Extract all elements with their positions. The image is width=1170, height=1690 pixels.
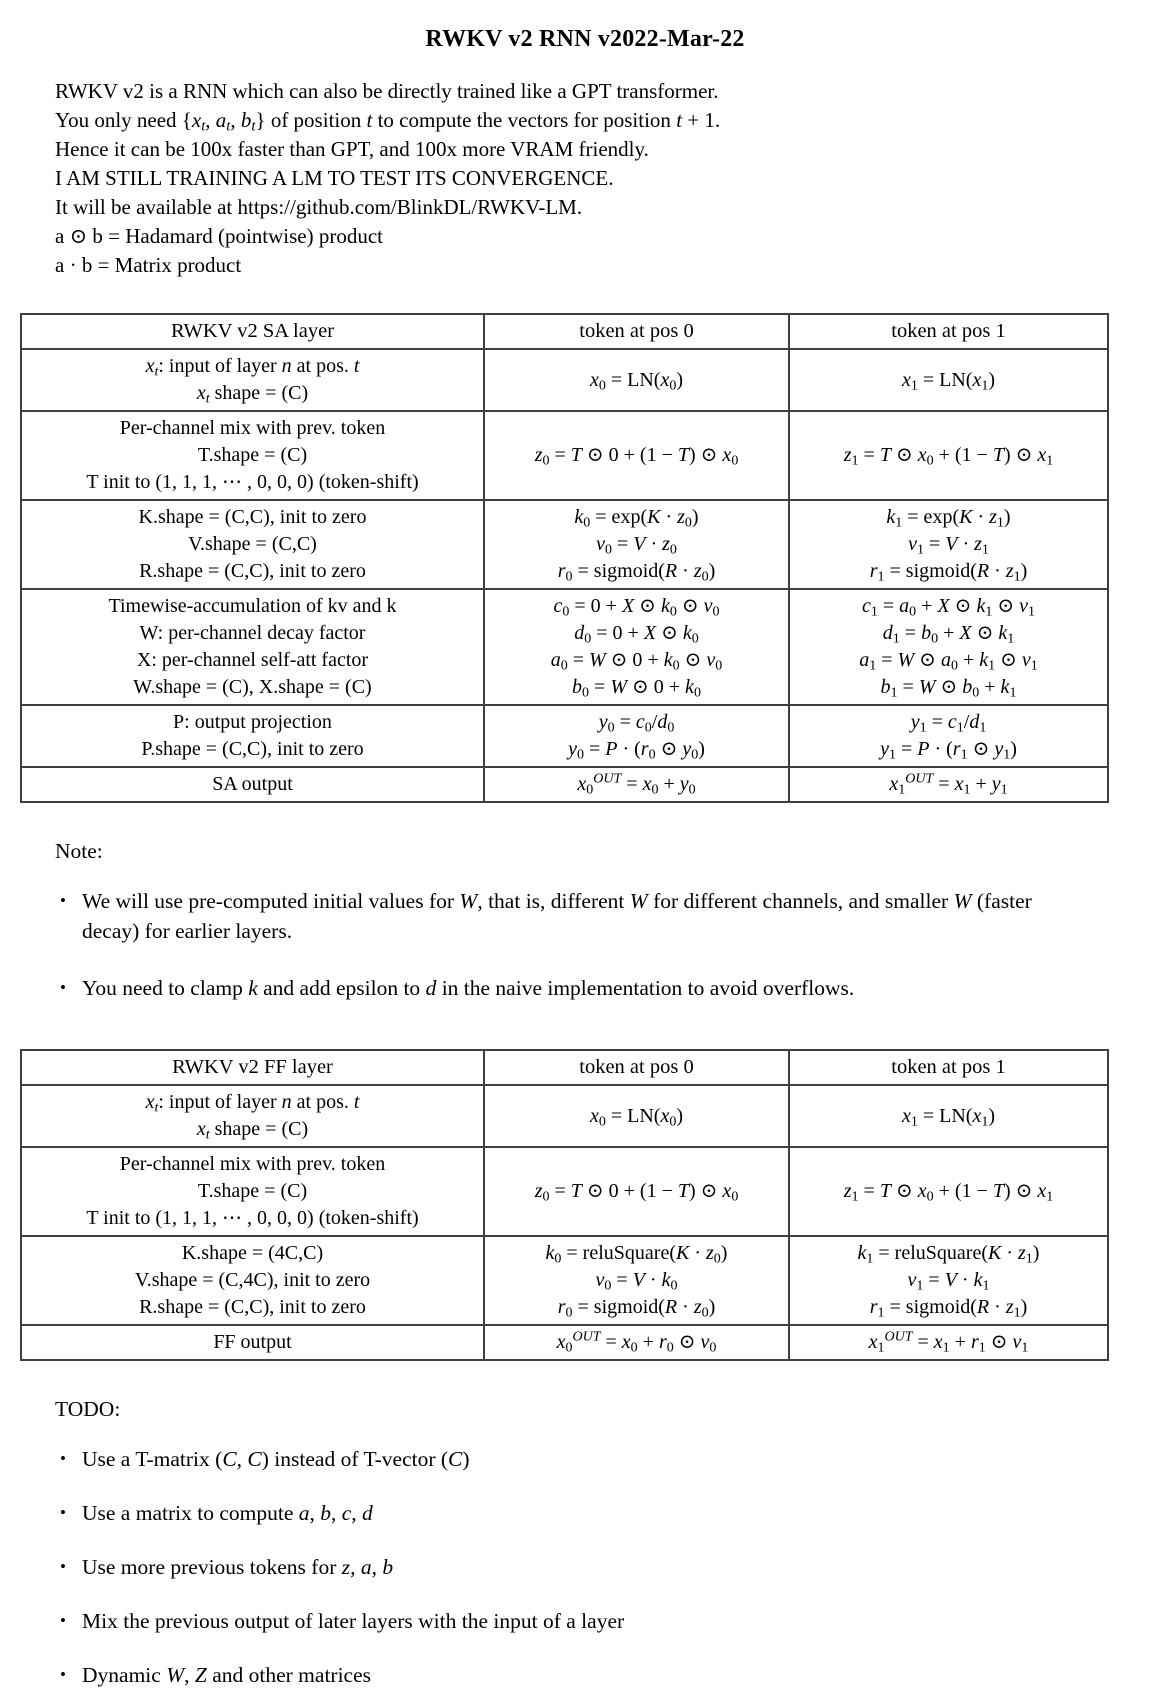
- formula-line: $z_1 = T$ ⊙ $x_0 + (1 - T)$ ⊙ $x_1$: [843, 1180, 1054, 1205]
- label-line: R.shape = (C,C), init to zero: [139, 1296, 366, 1318]
- formula-line: $b_0 = W$ ⊙ $0 + k_0$: [572, 676, 701, 701]
- label-line: SA output: [212, 773, 293, 795]
- formula-line: $r_0$ = sigmoid(R · $z_0$): [557, 1296, 716, 1321]
- row-label-cell: [21, 1147, 484, 1236]
- formula-line: $x_0^{OUT} = x_0 + r_0$ ⊙ $v_0$: [556, 1329, 717, 1356]
- formula-cell: [789, 1147, 1108, 1236]
- label-line: P: output projection: [173, 711, 332, 733]
- ff-table-header-pos0: token at pos 0: [484, 1050, 789, 1085]
- note-bullet-list: [55, 886, 1085, 1003]
- label-line: W.shape = (C), X.shape = (C): [133, 676, 372, 698]
- row-label-cell: [21, 589, 484, 705]
- todo-bullet-1: • Use a T-matrix (C, C) instead of T-vector (C): [55, 1444, 1085, 1474]
- table-row: [21, 767, 1108, 802]
- formula-cell: [789, 1236, 1108, 1325]
- label-line: $x_t$: input of layer n at pos. t: [145, 1091, 360, 1116]
- label-line: Per-channel mix with prev. token: [119, 1153, 386, 1175]
- todo-bullet-3: • Use more previous tokens for z, a, b: [55, 1552, 1085, 1582]
- formula-line: $b_1 = W$ ⊙ $b_0 + k_1$: [880, 676, 1017, 701]
- row-label-cell: [21, 500, 484, 589]
- label-line: K.shape = (C,C), init to zero: [138, 506, 367, 528]
- formula-line: $y_0 = c_0/d_0$: [598, 711, 675, 736]
- row-label-cell: [21, 411, 484, 500]
- formula-line: $z_0 = T$ ⊙ 0 + (1 − T) ⊙ $x_0$: [534, 1180, 739, 1205]
- intro-line-3: Hence it can be 100x faster than GPT, and 100x more VRAM friendly.: [55, 137, 649, 161]
- ff-table-header-layer: RWKV v2 FF layer: [21, 1050, 484, 1085]
- formula-cell: [484, 705, 789, 767]
- formula-line: $k_0 = \exp(K \cdot z_0)$: [574, 506, 699, 531]
- label-line: $x_t$ shape = (C): [196, 382, 309, 407]
- page-title: RWKV v2 RNN v2022-Mar-22: [425, 26, 745, 52]
- intro-line-matrix-def: a · b = Matrix product: [55, 253, 242, 277]
- formula-line: $d_0 = 0 + X$ ⊙ $k_0$: [574, 622, 699, 647]
- table-row: [21, 349, 1108, 411]
- todo-bullet-list: [55, 1444, 1085, 1690]
- formula-cell: [484, 411, 789, 500]
- table-row: [21, 705, 1108, 767]
- label-line: V.shape = (C,C): [188, 533, 317, 555]
- formula-cell: [484, 1236, 789, 1325]
- table-row: [21, 1147, 1108, 1236]
- formula-line: $r_1$ = sigmoid(R · $z_1$): [869, 1296, 1028, 1321]
- formula-line: $x_1 = LN(x_1)$: [901, 368, 996, 393]
- note-heading: Note:: [55, 839, 103, 863]
- intro-line-1: RWKV v2 is a RNN which can also be directly trained like a GPT transformer.: [55, 79, 719, 103]
- label-line: T.shape = (C): [197, 444, 308, 466]
- formula-line: $z_0 = T$ ⊙ 0 + (1 − T) ⊙ $x_0$: [534, 444, 739, 469]
- formula-line: $r_0$ = sigmoid(R · $z_0$): [557, 560, 716, 585]
- label-line: $x_t$: input of layer n at pos. t: [145, 355, 360, 380]
- todo-heading: TODO:: [55, 1397, 121, 1421]
- label-line: T.shape = (C): [197, 1180, 308, 1202]
- formula-cell: [789, 1325, 1108, 1360]
- formula-line: $k_1 = \exp(K \cdot z_1)$: [886, 506, 1011, 531]
- formula-cell: [789, 349, 1108, 411]
- formula-cell: [484, 589, 789, 705]
- todo-bullet-2: • Use a matrix to compute a, b, c, d: [55, 1498, 1085, 1528]
- formula-cell: [789, 705, 1108, 767]
- formula-line: $c_0 = 0 + X$ ⊙ $k_0$ ⊙ $v_0$: [553, 595, 720, 620]
- formula-cell: [484, 1085, 789, 1147]
- sa-table-header-layer: RWKV v2 SA layer: [21, 314, 484, 349]
- intro-paragraph: [55, 77, 1170, 280]
- formula-line: $a_0 = W$ ⊙ $0 + k_0$ ⊙ $v_0$: [550, 649, 723, 674]
- todo-bullet-4: • Mix the previous output of later layers with the input of a layer: [55, 1606, 1085, 1636]
- label-line: $x_t$ shape = (C): [196, 1118, 309, 1143]
- formula-line: $x_0 = LN(x_0)$: [589, 368, 684, 393]
- todo-bullet-5: • Dynamic W, Z and other matrices: [55, 1660, 1085, 1690]
- ff-table-body: [21, 1085, 1108, 1360]
- table-row: [21, 1085, 1108, 1147]
- label-line: P.shape = (C,C), init to zero: [141, 738, 364, 760]
- sa-table-header-pos0: token at pos 0: [484, 314, 789, 349]
- formula-cell: [484, 767, 789, 802]
- table-row: [21, 589, 1108, 705]
- table-row: [21, 500, 1108, 589]
- formula-line: $c_1 = a_0 + X$ ⊙ $k_1$ ⊙ $v_1$: [862, 595, 1035, 620]
- label-line: Per-channel mix with prev. token: [119, 417, 386, 439]
- formula-line: $x_0 = LN(x_0)$: [589, 1104, 684, 1129]
- table-row: [21, 1236, 1108, 1325]
- ff-table-header-row: [21, 1050, 1108, 1085]
- table-row: [21, 411, 1108, 500]
- row-label-cell: [21, 1236, 484, 1325]
- intro-line-hadamard-def: a ⊙ b = Hadamard (pointwise) product: [55, 224, 384, 248]
- table-row: [21, 1325, 1108, 1360]
- row-label-cell: [21, 767, 484, 802]
- label-line: R.shape = (C,C), init to zero: [139, 560, 366, 582]
- formula-line: $x_0^{OUT} = x_0 + y_0$: [577, 771, 696, 798]
- intro-line-4: I AM STILL TRAINING A LM TO TEST ITS CONVERGENCE.: [55, 166, 614, 190]
- formula-cell: [484, 349, 789, 411]
- row-label-cell: [21, 1325, 484, 1360]
- row-label-cell: [21, 705, 484, 767]
- formula-line: $v_0 = V \cdot k_0$: [595, 1269, 678, 1294]
- sa-table-header-pos1: token at pos 1: [789, 314, 1108, 349]
- formula-cell: [789, 500, 1108, 589]
- formula-line: $y_1 = P \cdot (r_1$ ⊙ $y_1$): [880, 738, 1017, 763]
- formula-cell: [789, 1085, 1108, 1147]
- formula-cell: [484, 1325, 789, 1360]
- formula-line: $d_1 = b_0 + X$ ⊙ $k_1$: [882, 622, 1015, 647]
- label-line: K.shape = (4C,C): [181, 1242, 324, 1264]
- formula-line: $x_1 = LN(x_1)$: [901, 1104, 996, 1129]
- formula-cell: [484, 500, 789, 589]
- sa-table-header-row: [21, 314, 1108, 349]
- formula-line: $r_1$ = sigmoid(R · $z_1$): [869, 560, 1028, 585]
- formula-line: $v_1 = V \cdot z_1$: [908, 533, 989, 558]
- formula-line: $k_1$ = reluSquare(K · $z_1$): [857, 1242, 1040, 1267]
- note-bullet-1: • We will use pre-computed initial values for W, that is, different W for different channels, and smaller W (faster decay) for earlier layers.: [55, 886, 1085, 946]
- formula-line: $v_1 = V \cdot k_1$: [907, 1269, 990, 1294]
- label-line: X: per-channel self-att factor: [136, 649, 369, 671]
- formula-line: $k_0$ = reluSquare(K · $z_0$): [545, 1242, 728, 1267]
- sa-layer-table: [20, 313, 1109, 803]
- label-line: V.shape = (C,4C), init to zero: [134, 1269, 371, 1291]
- label-line: T init to (1, 1, 1, ⋯ , 0, 0, 0) (token-shift): [86, 1207, 419, 1229]
- ff-layer-table: [20, 1049, 1109, 1361]
- formula-line: $z_1 = T$ ⊙ $x_0 + (1 - T)$ ⊙ $x_1$: [843, 444, 1054, 469]
- formula-line: $v_0 = V \cdot z_0$: [596, 533, 677, 558]
- label-line: FF output: [213, 1331, 292, 1353]
- formula-line: $x_1^{OUT} = x_1 + r_1$ ⊙ $v_1$: [868, 1329, 1029, 1356]
- formula-cell: [789, 767, 1108, 802]
- ff-table-header-pos1: token at pos 1: [789, 1050, 1108, 1085]
- formula-cell: [789, 589, 1108, 705]
- label-line: W: per-channel decay factor: [139, 622, 366, 644]
- row-label-cell: [21, 1085, 484, 1147]
- sa-table-body: [21, 349, 1108, 802]
- formula-line: $a_1 = W$ ⊙ $a_0 + k_1$ ⊙ $v_1$: [859, 649, 1038, 674]
- intro-line-2: You only need {$x_t$, $a_t$, $b_t$} of position t to compute the vectors for position t + 1.: [55, 108, 721, 135]
- label-line: Timewise-accumulation of kv and k: [108, 595, 397, 617]
- formula-cell: [789, 411, 1108, 500]
- formula-line: $x_1^{OUT} = x_1 + y_1$: [889, 771, 1008, 798]
- formula-line: $y_1 = c_1/d_1$: [910, 711, 987, 736]
- label-line: T init to (1, 1, 1, ⋯ , 0, 0, 0) (token-shift): [86, 471, 419, 493]
- formula-line: $y_0 = P \cdot (r_0$ ⊙ $y_0$): [568, 738, 705, 763]
- formula-cell: [484, 1147, 789, 1236]
- note-bullet-2: • You need to clamp k and add epsilon to d in the naive implementation to avoid overflows.: [55, 973, 1085, 1003]
- intro-line-url: It will be available at https://github.com/BlinkDL/RWKV-LM.: [55, 195, 583, 219]
- row-label-cell: [21, 349, 484, 411]
